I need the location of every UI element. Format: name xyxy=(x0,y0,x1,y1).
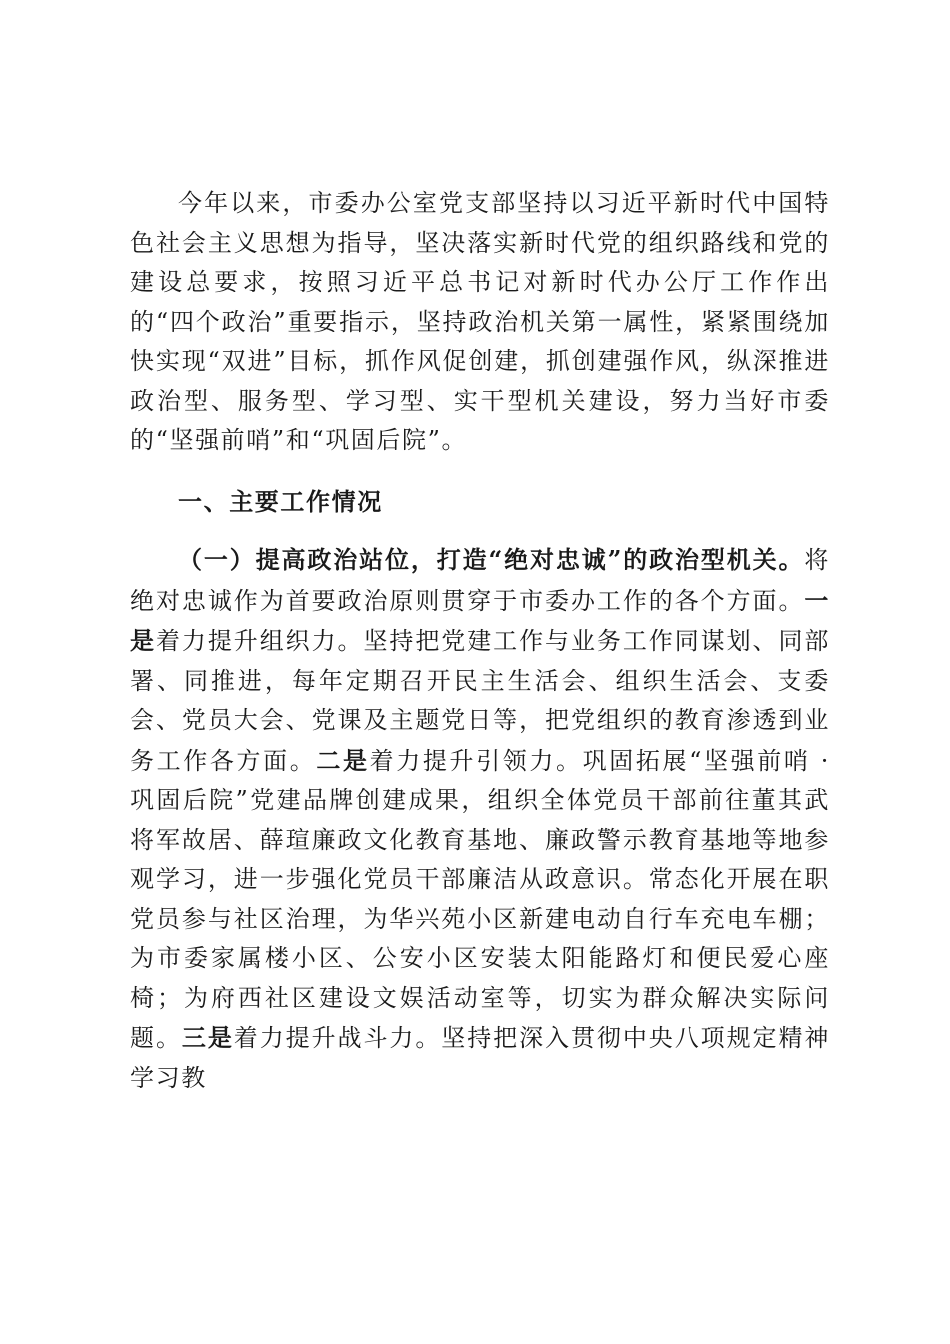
point2-label: 二是 xyxy=(316,745,370,775)
subsection-lead: 将绝对忠诚作为首要政治原则贯穿于市委办工作的各个方面。 xyxy=(130,546,830,615)
point3-label: 三是 xyxy=(181,1023,234,1052)
subsection-paragraph xyxy=(130,540,830,1098)
point2-text: 着力提升引领力。巩固拓展“坚强前哨 · 巩固后院”党建品牌创建成果，组织全体党员干部前往董其武将军故居、薛瑄廉政文化教育基地、廉政警示教育基地等地参观学习，进一步强化党员干部廉洁从政意识。常态化开展在职党员参与社区治理，为华兴苑小区新建电动自行车充电车棚；为市委家属楼小区、公安小区安装太阳能路灯和便民爱心座椅；为府西社区建设文娱活动室等，切实为群众解决实际问题。 xyxy=(130,746,830,1052)
document-body xyxy=(130,184,830,1098)
point1-text: 着力提升组织力。坚持把党建工作与业务工作同谋划、同部署、同推进，每年定期召开民主生活会、组织生活会、支委会、党员大会、党课及主题党日等，把党组织的教育渗透到业务工作各方面。 xyxy=(130,627,830,775)
section-heading: 一、主要工作情况 xyxy=(178,486,383,516)
point1-label: 一是 xyxy=(130,585,830,655)
intro-paragraph: 今年以来，市委办公室党支部坚持以习近平新时代中国特色社会主义思想为指导，坚决落实新时代党的组织路线和党的建设总要求，按照习近平总书记对新时代办公厅工作作出的“四个政治”重要指示，坚持政治机关第一属性，紧紧围绕加快实现“双进”目标，抓作风促创建，抓创建强作风，纵深推进政治型、服务型、学习型、实干型机关建设，努力当好市委的“坚强前哨”和“巩固后院”。 xyxy=(130,189,830,454)
point3-text: 着力提升战斗力。坚持把深入贯彻中央八项规定精神学习教 xyxy=(130,1024,831,1092)
subsection-title: （一）提高政治站位，打造“绝对忠诚”的政治型机关。 xyxy=(178,545,805,574)
